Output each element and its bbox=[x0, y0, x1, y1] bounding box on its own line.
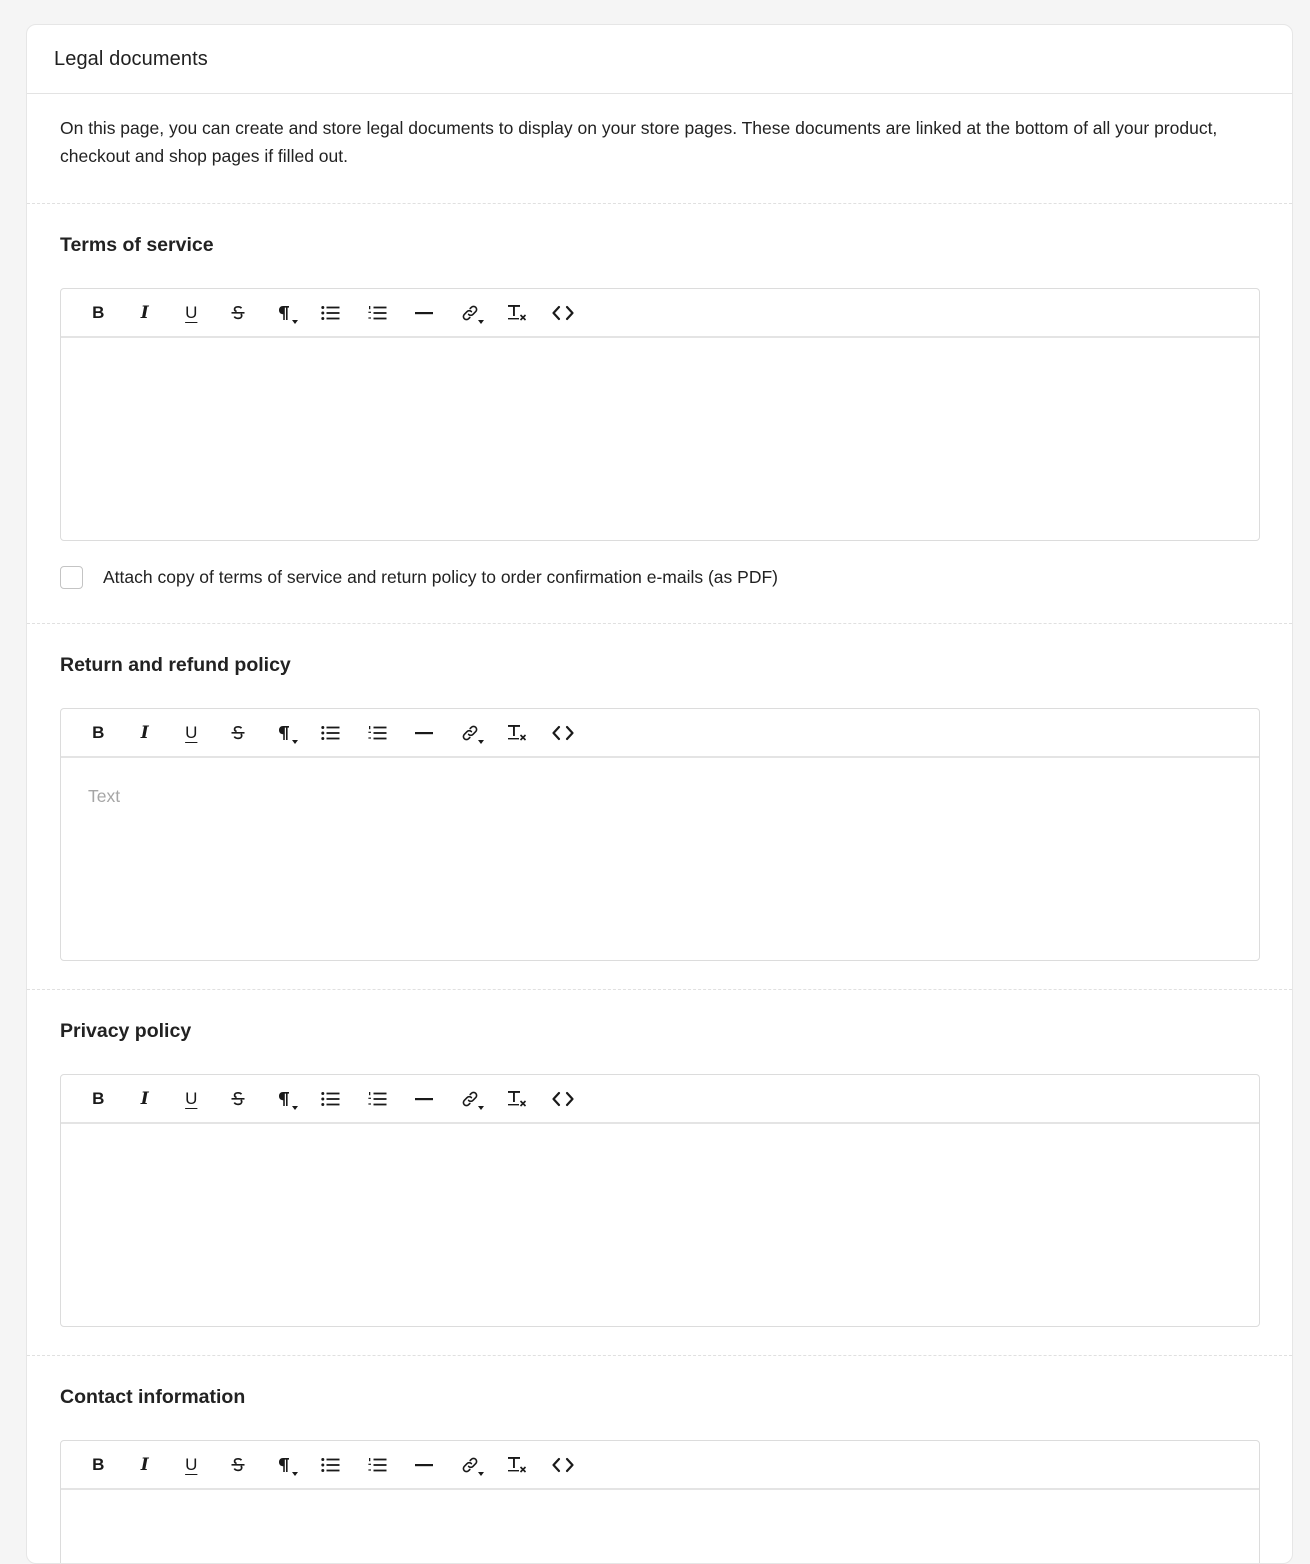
horizontal-rule-icon bbox=[415, 1097, 433, 1101]
horizontal-rule-icon bbox=[415, 731, 433, 735]
code-view-icon bbox=[552, 1457, 574, 1473]
privacy-editor bbox=[60, 1074, 1260, 1327]
refund-section bbox=[27, 624, 1292, 990]
dropdown-caret-icon bbox=[292, 1106, 298, 1110]
italic-button[interactable] bbox=[122, 1445, 169, 1485]
underline-icon: U bbox=[185, 302, 198, 322]
paragraph-icon bbox=[278, 1457, 290, 1473]
italic-button[interactable] bbox=[122, 713, 169, 753]
paragraph-icon bbox=[278, 725, 290, 741]
italic-icon: I bbox=[140, 1454, 149, 1475]
card-header bbox=[27, 25, 1292, 94]
privacy-section bbox=[27, 990, 1292, 1356]
paragraph-button[interactable] bbox=[261, 713, 308, 753]
bullet-list-icon bbox=[321, 1457, 340, 1473]
underline-button[interactable] bbox=[168, 713, 215, 753]
numbered-list-button[interactable] bbox=[354, 1445, 401, 1485]
strikethrough-icon bbox=[230, 1456, 246, 1474]
dropdown-caret-icon bbox=[478, 740, 484, 744]
attach-pdf-label: Attach copy of terms of service and return policy to order confirmation e-mails (as PDF) bbox=[103, 566, 778, 587]
paragraph-button[interactable] bbox=[261, 1079, 308, 1119]
underline-button[interactable] bbox=[168, 1445, 215, 1485]
refund-editor bbox=[60, 708, 1260, 961]
bullet-list-button[interactable] bbox=[308, 293, 355, 333]
contact-editor bbox=[60, 1440, 1260, 1564]
privacy-title: Privacy policy bbox=[60, 1020, 192, 1042]
bullet-list-button[interactable] bbox=[308, 1079, 355, 1119]
contact-editor-body[interactable] bbox=[61, 1490, 1259, 1564]
underline-icon: U bbox=[185, 1088, 198, 1108]
bold-icon: B bbox=[92, 1088, 105, 1108]
paragraph-button[interactable] bbox=[261, 293, 308, 333]
contact-section bbox=[27, 1356, 1292, 1564]
numbered-list-button[interactable] bbox=[354, 293, 401, 333]
strikethrough-button[interactable] bbox=[215, 713, 262, 753]
clear-format-icon bbox=[507, 1090, 527, 1108]
code-view-button[interactable] bbox=[540, 1445, 587, 1485]
terms-section bbox=[27, 204, 1292, 624]
code-view-icon bbox=[552, 1091, 574, 1107]
refund-toolbar bbox=[61, 709, 1259, 758]
horizontal-rule-icon bbox=[415, 1463, 433, 1467]
underline-button[interactable] bbox=[168, 1079, 215, 1119]
strikethrough-icon bbox=[230, 1090, 246, 1108]
underline-button[interactable] bbox=[168, 293, 215, 333]
attach-pdf-row bbox=[60, 541, 1259, 623]
underline-icon: U bbox=[185, 1454, 198, 1474]
bold-button[interactable] bbox=[75, 713, 122, 753]
numbered-list-button[interactable] bbox=[354, 1079, 401, 1119]
terms-editor-body[interactable] bbox=[61, 338, 1259, 540]
numbered-list-button[interactable] bbox=[354, 713, 401, 753]
page-title: Legal documents bbox=[54, 47, 208, 70]
link-button[interactable] bbox=[447, 1445, 494, 1485]
privacy-editor-body[interactable] bbox=[61, 1124, 1259, 1326]
code-view-icon bbox=[552, 305, 574, 321]
bold-button[interactable] bbox=[75, 1079, 122, 1119]
dropdown-caret-icon bbox=[292, 740, 298, 744]
code-view-button[interactable] bbox=[540, 1079, 587, 1119]
dropdown-caret-icon bbox=[292, 1472, 298, 1476]
clear-format-button[interactable] bbox=[494, 293, 541, 333]
bullet-list-icon bbox=[321, 725, 340, 741]
italic-icon: I bbox=[140, 722, 149, 743]
horizontal-rule-button[interactable] bbox=[401, 713, 448, 753]
italic-icon: I bbox=[140, 302, 149, 323]
refund-title: Return and refund policy bbox=[60, 654, 291, 676]
italic-button[interactable] bbox=[122, 293, 169, 333]
horizontal-rule-icon bbox=[415, 311, 433, 315]
bold-button[interactable] bbox=[75, 1445, 122, 1485]
numbered-list-icon bbox=[368, 725, 387, 741]
link-button[interactable] bbox=[447, 293, 494, 333]
paragraph-button[interactable] bbox=[261, 1445, 308, 1485]
privacy-toolbar bbox=[61, 1075, 1259, 1124]
paragraph-icon bbox=[278, 1091, 290, 1107]
code-view-button[interactable] bbox=[540, 713, 587, 753]
clear-format-icon bbox=[507, 724, 527, 742]
bold-icon: B bbox=[92, 722, 105, 742]
numbered-list-icon bbox=[368, 1091, 387, 1107]
italic-button[interactable] bbox=[122, 1079, 169, 1119]
clear-format-button[interactable] bbox=[494, 1445, 541, 1485]
bullet-list-icon bbox=[321, 1091, 340, 1107]
code-view-button[interactable] bbox=[540, 293, 587, 333]
legal-documents-card bbox=[26, 24, 1293, 1564]
numbered-list-icon bbox=[368, 305, 387, 321]
code-view-icon bbox=[552, 725, 574, 741]
strikethrough-icon bbox=[230, 724, 246, 742]
dropdown-caret-icon bbox=[478, 1472, 484, 1476]
bold-icon: B bbox=[92, 302, 105, 322]
terms-title: Terms of service bbox=[60, 234, 214, 256]
link-button[interactable] bbox=[447, 1079, 494, 1119]
italic-icon: I bbox=[140, 1088, 149, 1109]
numbered-list-icon bbox=[368, 1457, 387, 1473]
terms-editor bbox=[60, 288, 1260, 541]
clear-format-button[interactable] bbox=[494, 1079, 541, 1119]
strikethrough-button[interactable] bbox=[215, 293, 262, 333]
refund-editor-body[interactable]: Text bbox=[88, 786, 121, 806]
strikethrough-button[interactable] bbox=[215, 1445, 262, 1485]
clear-format-icon bbox=[507, 304, 527, 322]
attach-pdf-checkbox[interactable] bbox=[60, 566, 83, 589]
clear-format-button[interactable] bbox=[494, 713, 541, 753]
bullet-list-icon bbox=[321, 305, 340, 321]
clear-format-icon bbox=[507, 1456, 527, 1474]
dropdown-caret-icon bbox=[478, 1106, 484, 1110]
bold-button[interactable] bbox=[75, 293, 122, 333]
horizontal-rule-button[interactable] bbox=[401, 1079, 448, 1119]
bullet-list-button[interactable] bbox=[308, 713, 355, 753]
horizontal-rule-button[interactable] bbox=[401, 293, 448, 333]
strikethrough-icon bbox=[230, 304, 246, 322]
dropdown-caret-icon bbox=[292, 320, 298, 324]
terms-toolbar bbox=[61, 289, 1259, 338]
bold-icon: B bbox=[92, 1454, 105, 1474]
bullet-list-button[interactable] bbox=[308, 1445, 355, 1485]
link-button[interactable] bbox=[447, 713, 494, 753]
strikethrough-button[interactable] bbox=[215, 1079, 262, 1119]
dropdown-caret-icon bbox=[478, 320, 484, 324]
underline-icon: U bbox=[185, 722, 198, 742]
contact-title: Contact information bbox=[60, 1386, 246, 1408]
paragraph-icon bbox=[278, 305, 290, 321]
contact-toolbar bbox=[61, 1441, 1259, 1490]
intro-text: On this page, you can create and store legal documents to display on your store pages. These documents are linked at the bottom of all your product, checkout and shop pages if filled out. bbox=[27, 94, 1292, 204]
horizontal-rule-button[interactable] bbox=[401, 1445, 448, 1485]
